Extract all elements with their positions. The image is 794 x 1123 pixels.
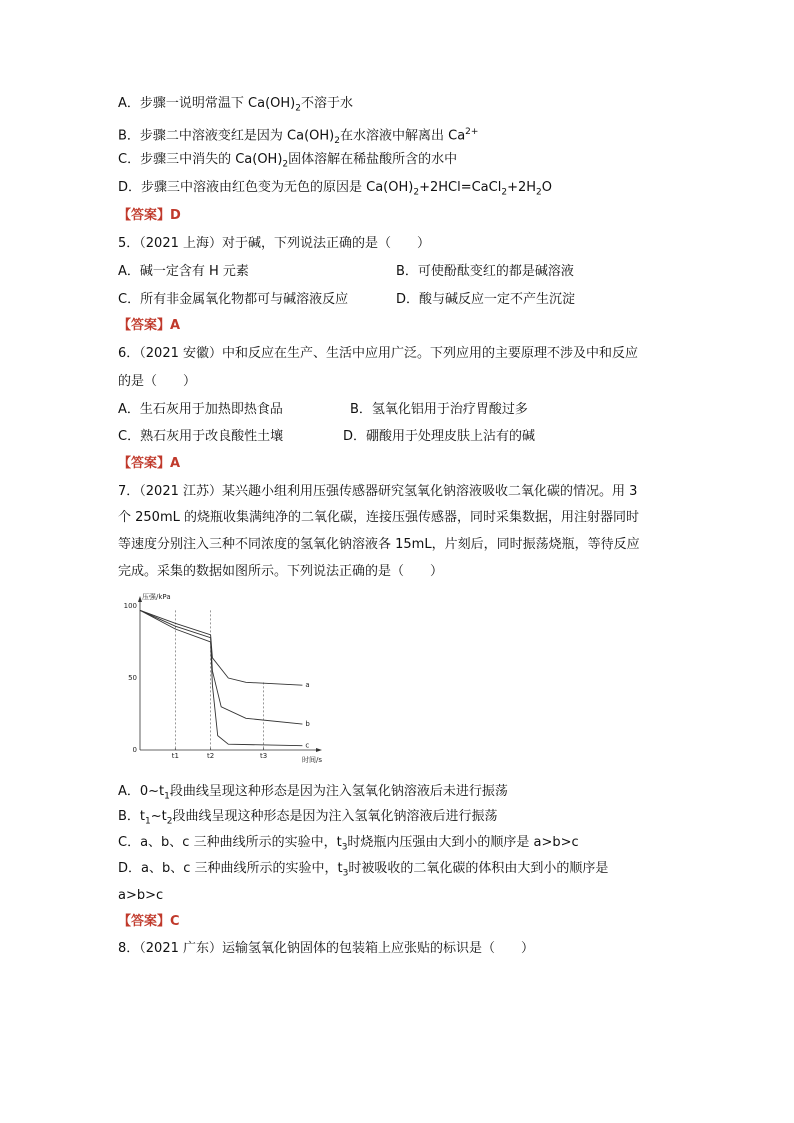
- q7-option-d-line1: [118, 860, 608, 883]
- y-tick-label: 50: [128, 674, 137, 682]
- subscript: 2: [334, 135, 340, 146]
- series-line-c: [140, 610, 302, 745]
- q7-c-text: C．a、b、c 三种曲线所示的实验中，t: [118, 835, 342, 850]
- q4-answer: 【答案】D: [118, 208, 181, 223]
- q7-stem-line3: 等速度分别注入三种不同浓度的氢氧化钠溶液各 15mL，片刻后，同时振荡烧瓶，等待反应: [118, 537, 640, 552]
- formula-part: +2HCl=CaCl: [419, 180, 502, 195]
- q6-stem-line2: 的是（ ）: [118, 374, 197, 389]
- q7-stem-line1: 7．（2021 江苏）某兴趣小组利用压强传感器研究氢氧化钠溶液吸收二氧化碳的情况。用 3: [118, 484, 638, 499]
- q6-option-a: A．生石灰用于加热即热食品: [118, 402, 283, 417]
- q7-option-d-line2: a>b>c: [118, 888, 164, 903]
- q7-d-text: D．a、b、c 三种曲线所示的实验中，t: [118, 861, 343, 876]
- q4-option-c: [118, 151, 457, 174]
- superscript: 2+: [465, 127, 479, 137]
- subscript: 1: [145, 816, 151, 827]
- q7-b-text: B．t: [118, 809, 146, 824]
- subscript: 3: [342, 868, 349, 879]
- q5-option-d: D．酸与碱反应一定不产生沉淀: [396, 292, 576, 307]
- q4-d-text: D．步骤三中溶液由红色变为无色的原因是 Ca(OH): [118, 180, 414, 195]
- x-tick-label: t1: [171, 752, 179, 760]
- q7-option-c: [118, 834, 579, 857]
- q4-option-a: [118, 95, 353, 118]
- series-label-b: b: [305, 720, 310, 729]
- q5-option-b: B．可使酚酞变红的都是碱溶液: [396, 264, 574, 279]
- x-axis-arrow: [316, 748, 322, 752]
- q4-option-d: [118, 179, 552, 202]
- pressure-time-chart: [118, 590, 328, 768]
- q4-b-text: B．步骤二中溶液变红是因为 Ca(OH): [118, 128, 335, 144]
- q4-c-text-end: 固体溶解在稀盐酸所含的水中: [288, 152, 458, 167]
- subscript: 2: [536, 187, 542, 198]
- q6-stem-line1: 6．（2021 安徽）中和反应在生产、生活中应用广泛。下列应用的主要原理不涉及中和反应: [118, 346, 638, 361]
- q5-option-a: A．碱一定含有 H 元素: [118, 264, 249, 279]
- q7-d-text-end: 时被吸收的二氧化碳的体积由大到小的顺序是: [348, 861, 609, 876]
- q4-c-text: C．步骤三中消失的 Ca(OH): [118, 152, 283, 167]
- q7-b-text-end: 段曲线呈现这种形态是因为注入氢氧化钠溶液后进行振荡: [172, 809, 498, 824]
- q6-option-c: C．熟石灰用于改良酸性土壤: [118, 429, 284, 444]
- subscript: 1: [164, 791, 170, 802]
- q6-option-b: B．氢氧化铝用于治疗胃酸过多: [350, 402, 528, 417]
- q7-a-text-end: 段曲线呈现这种形态是因为注入氢氧化钠溶液后未进行振荡: [169, 784, 508, 799]
- y-tick-label: 100: [123, 602, 137, 610]
- q7-a-text: A．0~t: [118, 784, 165, 799]
- q5-answer: 【答案】A: [118, 318, 181, 333]
- q4-option-b: [118, 123, 478, 150]
- q7-stem-line4: 完成。采集的数据如图所示。下列说法正确的是（ ）: [118, 564, 444, 579]
- q4-a-text-end: 不溶于水: [300, 96, 353, 111]
- formula-part: +2H: [507, 180, 537, 195]
- x-axis-label: 时间/s: [302, 756, 323, 764]
- q4-b-text-end: 在水溶液中解离出 Ca: [339, 128, 466, 144]
- q5-option-c: C．所有非金属氧化物都可与碱溶液反应: [118, 292, 349, 307]
- q6-option-d: D．硼酸用于处理皮肤上沾有的碱: [343, 429, 536, 444]
- series-label-c: c: [305, 741, 310, 750]
- subscript: 2: [166, 816, 173, 827]
- formula-part: O: [541, 180, 552, 195]
- y-ticks: [124, 602, 137, 754]
- subscript: 3: [341, 842, 348, 853]
- y-axis-label: 压强/kPa: [142, 593, 171, 601]
- q4-a-text: A．步骤一说明常温下 Ca(OH): [118, 96, 296, 111]
- series-label-a: a: [305, 681, 310, 690]
- q6-answer: 【答案】A: [118, 456, 181, 471]
- q8-stem: 8．（2021 广东）运输氢氧化钠固体的包装箱上应张贴的标识是（ ）: [118, 941, 534, 956]
- chart-series: [140, 610, 310, 749]
- subscript: 2: [501, 187, 508, 198]
- q7-answer: 【答案】C: [118, 914, 180, 929]
- x-tick-label: t2: [207, 752, 215, 760]
- subscript: 2: [282, 159, 289, 170]
- q7-option-b: [118, 808, 498, 831]
- q7-option-a: [118, 783, 508, 806]
- q5-stem: 5．（2021 上海）对于碱，下列说法正确的是（ ）: [118, 236, 430, 251]
- q7-stem-line2: 个 250mL 的烧瓶收集满纯净的二氧化碳，连接压强传感器，同时采集数据，用注射器同时: [118, 510, 639, 525]
- subscript: 2: [413, 187, 420, 198]
- q7-b-mid: ~t: [150, 809, 167, 824]
- x-tick-label: t3: [259, 752, 268, 760]
- q7-c-text-end: 时烧瓶内压强由大到小的顺序是 a>b>c: [347, 835, 579, 850]
- series-line-b: [140, 610, 302, 724]
- y-tick-label: 0: [132, 746, 137, 754]
- subscript: 2: [295, 103, 301, 114]
